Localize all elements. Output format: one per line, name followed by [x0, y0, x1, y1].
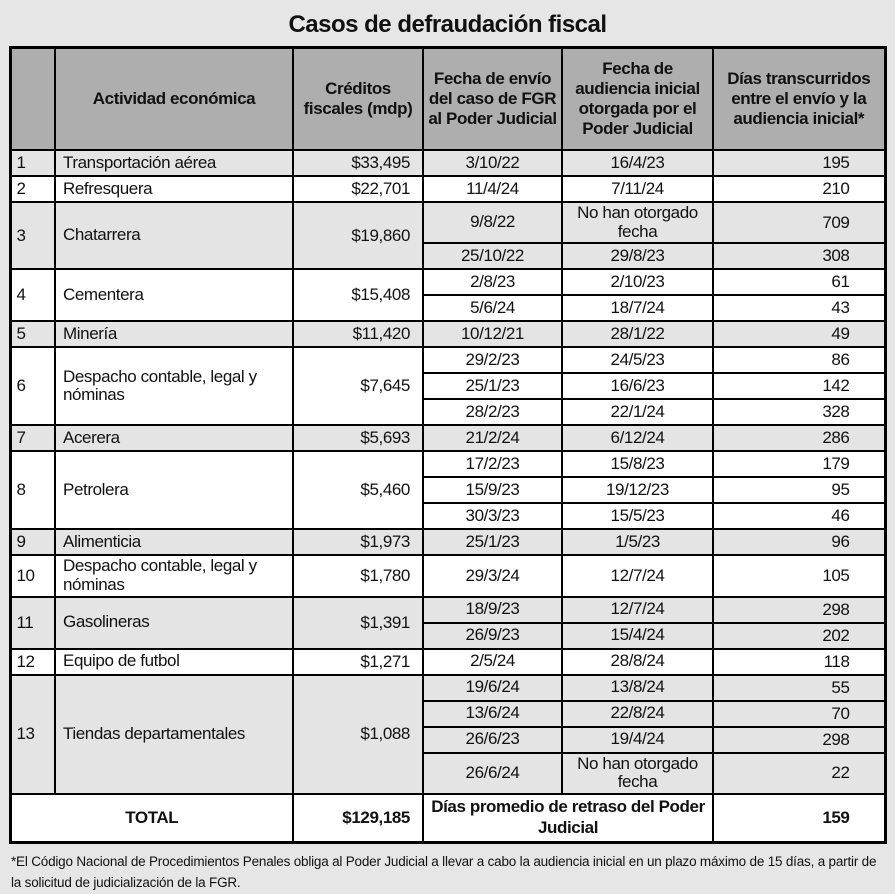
sent-date-cell: 3/10/22	[423, 150, 562, 176]
days-cell: 118	[713, 649, 885, 675]
activity-cell: Chatarrera	[55, 202, 293, 269]
hearing-date-cell: 13/8/24	[562, 675, 713, 701]
days-cell: 105	[713, 555, 885, 596]
activity-cell: Tiendas departamentales	[55, 675, 293, 794]
days-cell: 202	[713, 623, 885, 649]
row-number-cell: 12	[10, 649, 55, 675]
credits-cell: $1,088	[293, 675, 423, 794]
sent-date-cell: 29/2/23	[423, 347, 562, 373]
table-row	[10, 649, 885, 675]
days-cell: 195	[713, 150, 885, 176]
days-cell: 61	[713, 269, 885, 295]
days-cell: 179	[713, 451, 885, 477]
hearing-date-cell: 22/1/24	[562, 399, 713, 425]
activity-cell: Despacho contable, legal y nóminas	[55, 347, 293, 425]
sent-date-cell: 11/4/24	[423, 176, 562, 202]
table-row	[10, 269, 885, 295]
total-label-cell: TOTAL	[10, 794, 293, 842]
hearing-date-cell: 12/7/24	[562, 555, 713, 596]
days-cell: 86	[713, 347, 885, 373]
hearing-date-cell: 24/5/23	[562, 347, 713, 373]
hearing-date-cell: 22/8/24	[562, 701, 713, 727]
row-number-cell: 3	[10, 202, 55, 269]
sent-date-cell: 2/8/23	[423, 269, 562, 295]
credits-cell: $1,780	[293, 555, 423, 596]
sent-date-cell: 19/6/24	[423, 675, 562, 701]
table-row	[10, 555, 885, 596]
credits-cell: $5,693	[293, 425, 423, 451]
credits-cell: $1,973	[293, 529, 423, 555]
days-cell: 22	[713, 753, 885, 794]
hearing-date-cell: 15/5/23	[562, 503, 713, 529]
row-number-cell: 1	[10, 150, 55, 176]
hearing-date-cell: 19/4/24	[562, 727, 713, 753]
hearing-date-cell: No han otorgado fecha	[562, 753, 713, 794]
table-body	[10, 150, 885, 794]
activity-cell: Gasolineras	[55, 597, 293, 649]
table-row	[10, 150, 885, 176]
activity-cell: Petrolera	[55, 451, 293, 529]
hearing-date-cell: 12/7/24	[562, 597, 713, 623]
column-header	[10, 48, 55, 151]
sent-date-cell: 25/1/23	[423, 373, 562, 399]
credits-cell: $11,420	[293, 321, 423, 347]
row-number-cell: 5	[10, 321, 55, 347]
activity-cell: Equipo de futbol	[55, 649, 293, 675]
row-number-cell: 13	[10, 675, 55, 794]
table-head	[10, 48, 885, 151]
activity-cell: Acerera	[55, 425, 293, 451]
table-row	[10, 451, 885, 477]
hearing-date-cell: 16/4/23	[562, 150, 713, 176]
sent-date-cell: 28/2/23	[423, 399, 562, 425]
table-row	[10, 347, 885, 373]
days-cell: 55	[713, 675, 885, 701]
days-cell: 49	[713, 321, 885, 347]
total-middle-label-cell: Días promedio de retraso del Poder Judicial	[423, 794, 713, 842]
sent-date-cell: 26/9/23	[423, 623, 562, 649]
days-cell: 298	[713, 727, 885, 753]
sent-date-cell: 2/5/24	[423, 649, 562, 675]
days-cell: 70	[713, 701, 885, 727]
row-number-cell: 9	[10, 529, 55, 555]
row-number-cell: 11	[10, 597, 55, 649]
activity-cell: Transportación aérea	[55, 150, 293, 176]
days-cell: 95	[713, 477, 885, 503]
hearing-date-cell: 15/4/24	[562, 623, 713, 649]
sent-date-cell: 26/6/23	[423, 727, 562, 753]
days-cell: 96	[713, 529, 885, 555]
sent-date-cell: 29/3/24	[423, 555, 562, 596]
sent-date-cell: 21/2/24	[423, 425, 562, 451]
column-header: Créditos fiscales (mdp)	[293, 48, 423, 151]
credits-cell: $15,408	[293, 269, 423, 321]
row-number-cell: 7	[10, 425, 55, 451]
table-row	[10, 675, 885, 701]
activity-cell: Cementera	[55, 269, 293, 321]
credits-cell: $1,271	[293, 649, 423, 675]
sent-date-cell: 10/12/21	[423, 321, 562, 347]
footnote: *El Código Nacional de Procedimientos Penales obliga al Poder Judicial a llevar a cabo la audiencia inicial en un plazo máximo de 15 días, a partir de la solicitud de judicialización de la FGR.	[11, 853, 877, 891]
column-header: Fecha de envío del caso de FGR al Poder Judicial	[423, 48, 562, 151]
days-cell: 210	[713, 176, 885, 202]
column-header: Fecha de audiencia inicial otorgada por el Poder Judicial	[562, 48, 713, 151]
total-days-cell: 159	[713, 794, 885, 842]
table-foot	[10, 794, 885, 842]
credits-cell: $33,495	[293, 150, 423, 176]
row-number-cell: 4	[10, 269, 55, 321]
table-row	[10, 321, 885, 347]
table-row	[10, 202, 885, 243]
days-cell: 298	[713, 597, 885, 623]
hearing-date-cell: 1/5/23	[562, 529, 713, 555]
table-row	[10, 176, 885, 202]
column-header: Días transcurridos entre el envío y la audiencia inicial*	[713, 48, 885, 151]
sent-date-cell: 13/6/24	[423, 701, 562, 727]
activity-cell: Despacho contable, legal y nóminas	[55, 555, 293, 596]
page-title: Casos de defraudación fiscal	[288, 11, 607, 38]
days-cell: 328	[713, 399, 885, 425]
credits-cell: $1,391	[293, 597, 423, 649]
column-header: Actividad económica	[55, 48, 293, 151]
days-cell: 286	[713, 425, 885, 451]
activity-cell: Minería	[55, 321, 293, 347]
fraud-cases-table	[9, 46, 887, 844]
total-credits-cell: $129,185	[293, 794, 423, 842]
sent-date-cell: 9/8/22	[423, 202, 562, 243]
hearing-date-cell: 29/8/23	[562, 243, 713, 269]
hearing-date-cell: 2/10/23	[562, 269, 713, 295]
days-cell: 709	[713, 202, 885, 243]
total-row	[10, 794, 885, 842]
days-cell: 46	[713, 503, 885, 529]
table-row	[10, 425, 885, 451]
table-row	[10, 529, 885, 555]
table-row	[10, 597, 885, 623]
days-cell: 308	[713, 243, 885, 269]
hearing-date-cell: 28/8/24	[562, 649, 713, 675]
table-header-row	[10, 48, 885, 151]
credits-cell: $22,701	[293, 176, 423, 202]
sent-date-cell: 5/6/24	[423, 295, 562, 321]
row-number-cell: 8	[10, 451, 55, 529]
sent-date-cell: 17/2/23	[423, 451, 562, 477]
hearing-date-cell: 6/12/24	[562, 425, 713, 451]
sent-date-cell: 15/9/23	[423, 477, 562, 503]
sent-date-cell: 26/6/24	[423, 753, 562, 794]
days-cell: 142	[713, 373, 885, 399]
activity-cell: Alimenticia	[55, 529, 293, 555]
credits-cell: $19,860	[293, 202, 423, 269]
sent-date-cell: 30/3/23	[423, 503, 562, 529]
row-number-cell: 6	[10, 347, 55, 425]
hearing-date-cell: No han otorgado fecha	[562, 202, 713, 243]
hearing-date-cell: 18/7/24	[562, 295, 713, 321]
hearing-date-cell: 19/12/23	[562, 477, 713, 503]
sent-date-cell: 25/10/22	[423, 243, 562, 269]
sent-date-cell: 18/9/23	[423, 597, 562, 623]
row-number-cell: 10	[10, 555, 55, 596]
hearing-date-cell: 15/8/23	[562, 451, 713, 477]
hearing-date-cell: 28/1/22	[562, 321, 713, 347]
credits-cell: $5,460	[293, 451, 423, 529]
hearing-date-cell: 16/6/23	[562, 373, 713, 399]
activity-cell: Refresquera	[55, 176, 293, 202]
credits-cell: $7,645	[293, 347, 423, 425]
days-cell: 43	[713, 295, 885, 321]
sent-date-cell: 25/1/23	[423, 529, 562, 555]
hearing-date-cell: 7/11/24	[562, 176, 713, 202]
row-number-cell: 2	[10, 176, 55, 202]
